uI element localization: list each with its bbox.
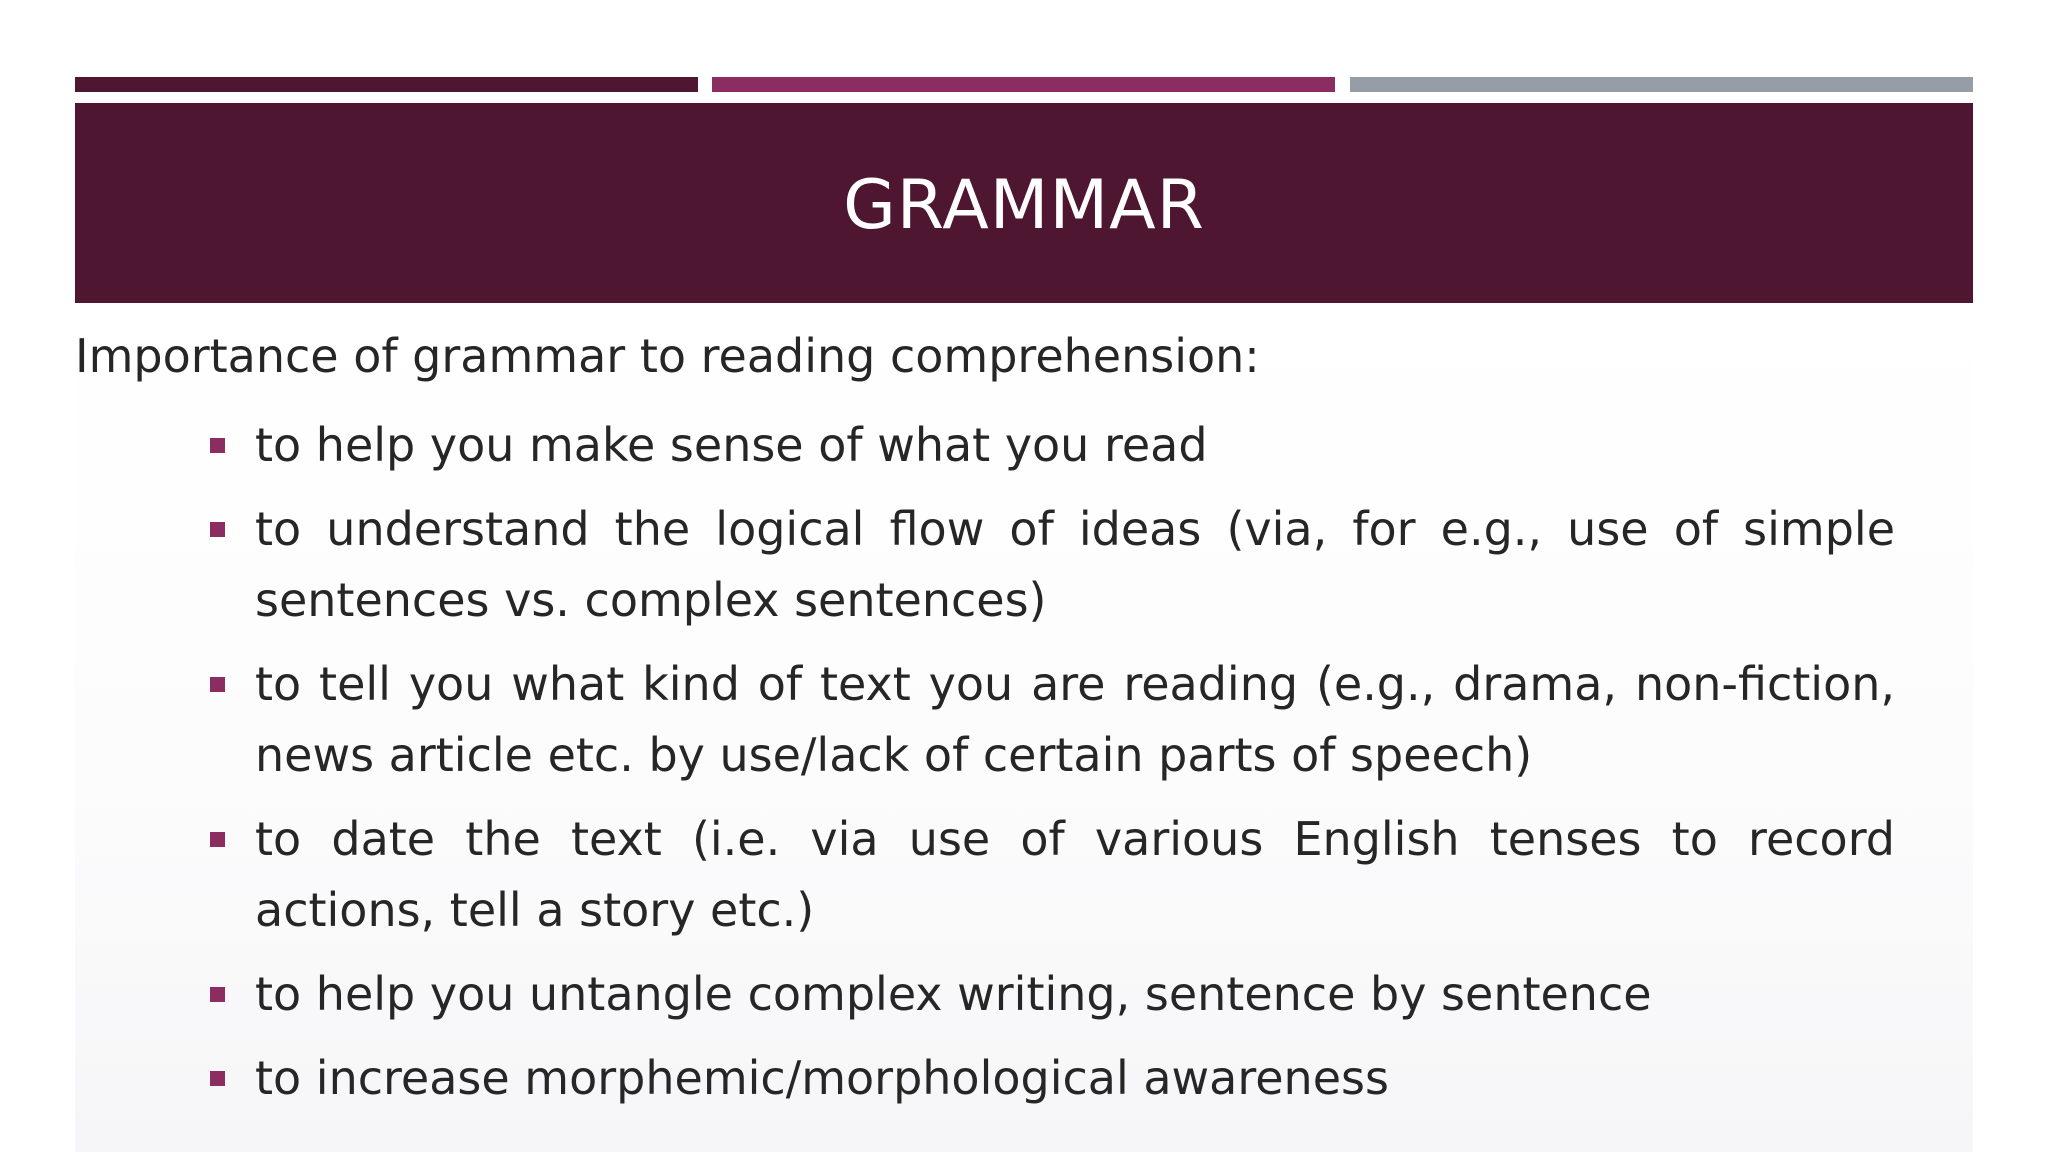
square-bullet-icon: [210, 987, 225, 1002]
list-item: [205, 649, 1895, 791]
square-bullet-icon: [210, 832, 225, 847]
list-item: [205, 494, 1895, 636]
list-item: [205, 410, 1895, 481]
square-bullet-icon: [210, 677, 225, 692]
list-item-text: to date the text (i.e. via use of various English tenses to record actions, tell a story etc.): [255, 812, 1895, 937]
list-item-text: to help you make sense of what you read: [255, 418, 1208, 472]
intro-heading: Importance of grammar to reading comprehension:: [75, 329, 1260, 383]
square-bullet-icon: [210, 522, 225, 537]
title-band: [75, 103, 1973, 303]
square-bullet-icon: [210, 1071, 225, 1086]
bullet-list: [205, 410, 1895, 1127]
list-item: [205, 1043, 1895, 1114]
accent-bar-dark: [75, 77, 698, 92]
list-item-text: to help you untangle complex writing, sentence by sentence: [255, 967, 1652, 1021]
list-item-text: to tell you what kind of text you are reading (e.g., drama, non-fiction, news article etc. by use/lack of certain parts of speech): [255, 657, 1895, 782]
list-item: [205, 959, 1895, 1030]
list-item: [205, 804, 1895, 946]
accent-bar-magenta: [712, 77, 1335, 92]
square-bullet-icon: [210, 438, 225, 453]
slide-title: GRAMMAR: [843, 165, 1205, 245]
accent-bar-gray: [1350, 77, 1973, 92]
list-item-text: to understand the logical flow of ideas (via, for e.g., use of simple sentences vs. complex sentences): [255, 502, 1895, 627]
list-item-text: to increase morphemic/morphological awareness: [255, 1051, 1389, 1105]
